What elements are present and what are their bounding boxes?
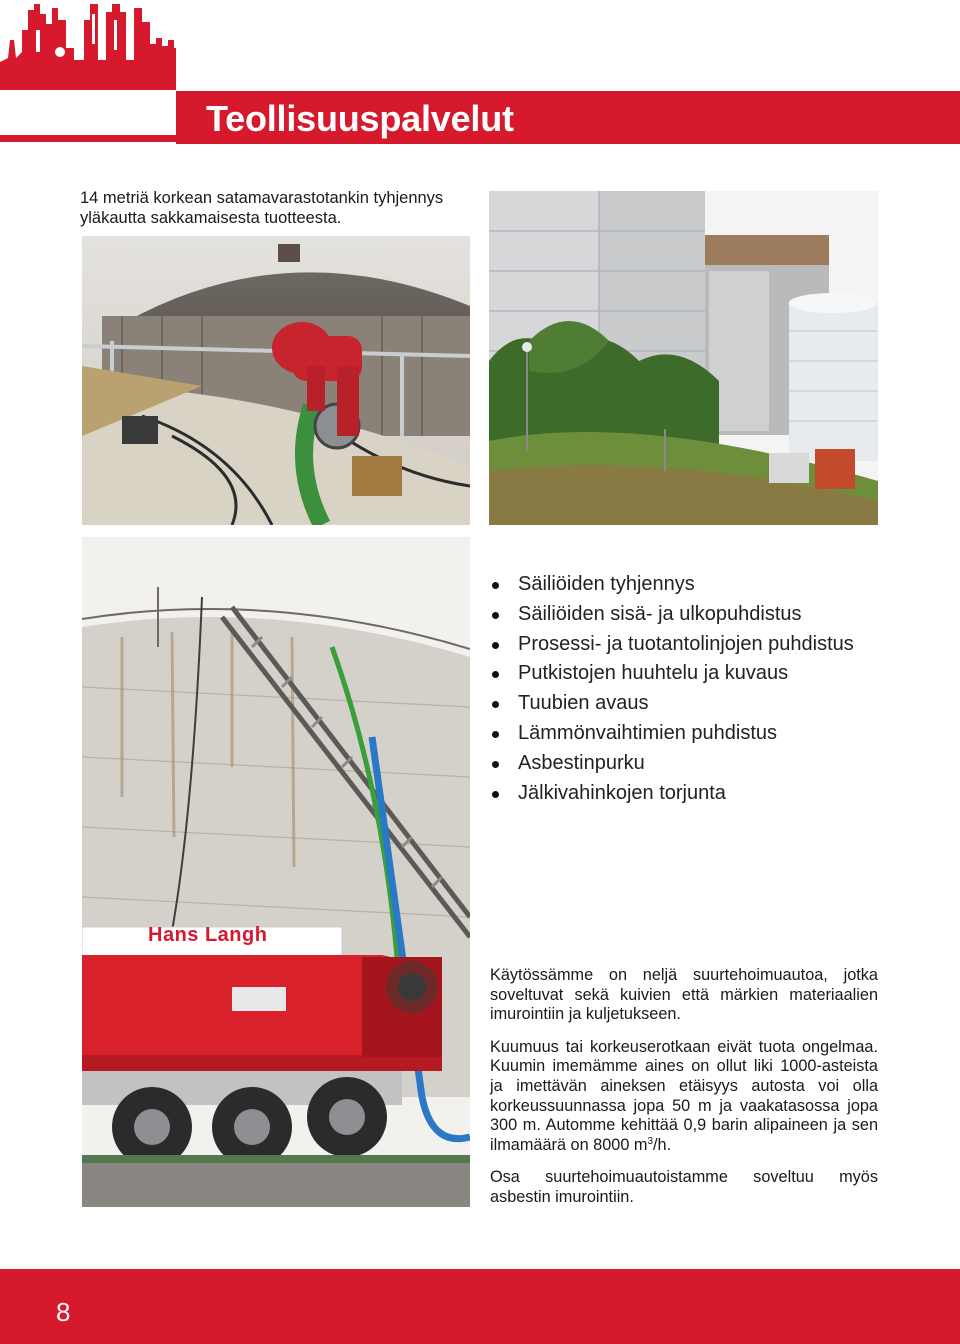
title-bar [176, 91, 960, 144]
body-text [490, 966, 878, 1221]
factory-skyline-logo [0, 0, 178, 90]
service-item: Asbestinpurku [490, 749, 930, 779]
service-item: Säiliöiden sisä- ja ulkopuhdistus [490, 600, 930, 630]
header-accent-strip [0, 135, 176, 142]
footer-bar [0, 1269, 960, 1344]
paragraph-capacity-text: Kuumuus tai korkeuserotkaan eivät tuota ongelmaa. Kuumin imemämme aines on ollut liki 1000-asteista ja imettävän aineksen etäisyys autosta voi olla korkeussuunnassa jopa 50 m ja vaakatasossa jopa 300 m. Automme kehittää 0,9 barin alipaineen ja sen ilmamäärä on 8000 m [490, 1037, 878, 1154]
paragraph-capacity-unit: /h. [653, 1135, 672, 1154]
service-item: Prosessi- ja tuotantolinjojen puhdistus [490, 630, 930, 660]
caption-line-1: 14 metriä korkean satamavarastotankin tyhjennys [80, 189, 444, 207]
service-item: Lämmönvaihtimien puhdistus [490, 719, 930, 749]
paragraph-asbestos: Osa suurtehoimuautoistamme soveltuu myös asbestin imurointiin. [490, 1168, 878, 1206]
service-item: Putkistojen huuhtelu ja kuvaus [490, 659, 930, 689]
service-item: Tuubien avaus [490, 689, 930, 719]
paragraph-trucks: Käytössämme on neljä suurtehoimuautoa, jotka soveltuvat sekä kuivien että märkien materiaalien imurointiin ja kuljetukseen. [490, 966, 878, 1024]
industrial-silos-photo [489, 191, 878, 525]
service-item: Säiliöiden tyhjennys [490, 570, 930, 600]
truck-brand-label [148, 924, 338, 952]
truck-brand-text: Hans Langh [148, 924, 268, 946]
paragraph-capacity [490, 1038, 878, 1156]
vacuum-truck-photo [82, 537, 470, 1207]
photo-caption [80, 188, 480, 228]
page-title: Teollisuuspalvelut [206, 98, 514, 139]
worker-on-tank-photo [82, 236, 470, 525]
service-item: Jälkivahinkojen torjunta [490, 779, 930, 809]
page-header [0, 0, 960, 145]
caption-line-2: yläkautta sakkamaisesta tuotteesta. [80, 209, 342, 227]
page-number: 8 [56, 1297, 71, 1327]
superscript: 3 [647, 1135, 654, 1147]
service-list [490, 570, 930, 808]
